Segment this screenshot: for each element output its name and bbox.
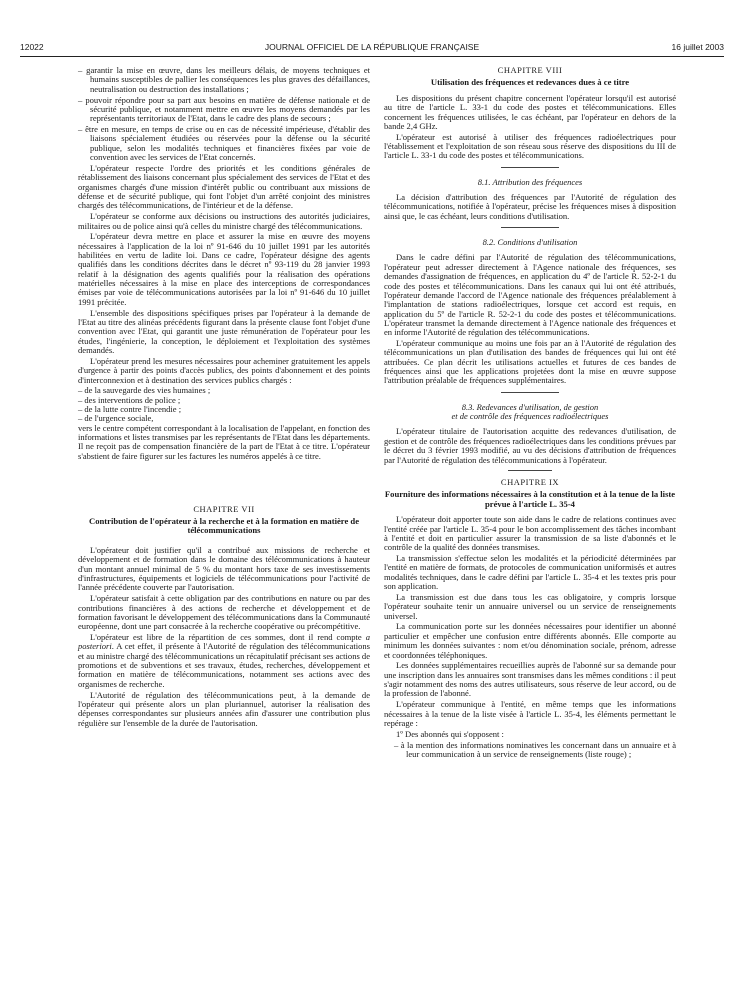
paragraph: 1º Des abonnés qui s'opposent : — [396, 728, 504, 739]
obligation-item: – garantir la mise en œuvre, dans les meilleurs délais, de moyens techniques et humains susceptibles de pallier les conséquences les plus graves des défaillances, neutralisation ou destruction des installations ; — [78, 65, 370, 94]
section-rule — [501, 392, 559, 393]
text-run: . A cet effet, il présente à l'Autorité de régulation des télécommunications et au ministre chargé des télécommunications un récapitulatif précisant ses actions de promotions et de subventions et ses travaux, études, recherches, développement et formation en matière de télécommunications, notamment ses actions avec des organismes de recherche. — [78, 641, 370, 689]
paragraph: Dans le cadre défini par l'Autorité de régulation des télécommunications, l'opérateur peut adresser directement à l'Agence nationale des fréquences, ses demandes d'assignation de fréquences, en application du 4º de l'article R. 52-2-1 du code des postes et télécommunications. Dans les canaux qui lui ont été attribués, l'opérateur demande l'accord de l'Agence nationale des fréquences préalablement à l'implantation de stations radioélectriques, lorsque cet accord est requis, en application du 5º de l'article R. 52-2-1 du code des postes et télécommunications. L'opérateur transmet la demande directement à l'Agence nationale des fréquences et en informe l'Autorité de régulation des télécommunications. — [384, 252, 676, 338]
paragraph: L'opérateur devra mettre en place et assurer la mise en œuvre des moyens nécessaires à l'application de la loi nº 91-646 du 10 juillet 1991 par les autorités habilitées en vertu de ladite loi. Dans ce cadre, l'opérateur désigne des agents qualifiés dans les conditions décrites dans le décret nº 93-119 du 28 janvier 1993 relatif à la désignation des agents qualifiés pour la réalisation des opérations matérielles nécessaires à la mise en place des interceptions de correspondances émises par voie de télécommunications autorisées par la loi nº 91-646 du 10 juillet 1991 précitée. — [78, 231, 370, 307]
obligation-item: – être en mesure, en temps de crise ou en cas de nécessité impérieuse, d'établir des liaisons spécialement étudiées ou réservées pour la défense ou la sécurité publique, selon les modalités techniques et financières fixées par voie de convention avec les services de l'Etat concernés. — [78, 124, 370, 163]
paragraph: L'opérateur est autorisé à utiliser des fréquences radioélectriques pour l'établissement et l'exploitation de son réseau sous réserve des dispositions du III de l'article L. 33-1 du code des postes et télécommunications. — [384, 131, 676, 161]
paragraph: La transmission s'effectue selon les modalités et la périodicité déterminées par l'entité en matière de formats, de protocoles de communication uniformisés et autres modalités techniques, dans le cadre défini par l'article L. 35-4 et les textes pris pour son application. — [384, 553, 676, 592]
paragraph: L'opérateur doit justifier qu'il a contribué aux missions de recherche et développement et de formation dans le domaine des télécommunications à hauteur d'un montant annuel minimal de 5 % du montant hors taxe de ses investissements d'infrastructures, équipements et logiciels de télécommunications pour l'activité de l'année précédente couverte par l'autorisation. — [78, 544, 370, 593]
paragraph: L'opérateur titulaire de l'autorisation acquitte des redevances d'utilisation, de gestion et de contrôle des fréquences radioélectriques dans les conditions prévues par le décret du 3 février 1993 modifié, au vu des décisions d'attribution de fréquences par l'Autorité de régulation des télécommunications à l'opérateur. — [384, 426, 676, 465]
paragraph: L'opérateur satisfait à cette obligation par des contributions en nature ou par des contributions financières à des actions de recherche et développement et de formation favorisant le développement des télécommunications dans la Communauté européenne, dont une part consacrée à la recherche coopérative ou précompétitive. — [78, 593, 370, 632]
paragraph: L'opérateur se conforme aux décisions ou instructions des autorités judiciaires, militaires ou de police ainsi qu'à celles du ministre chargé des télécommunications. — [78, 211, 370, 231]
paragraph: L'opérateur doit apporter toute son aide dans le cadre de relations continues avec l'entité créée par l'article L. 35-4 pour le bon accomplissement des tâches incombant à l'entité et doit en particulier assurer la transmission de sa liste d'abonnés et le contrôle de la qualité des données transmises. — [384, 514, 676, 553]
paragraph: Les données supplémentaires recueillies auprès de l'abonné sur sa demande pour une inscription dans les annuaires sont transmises dans les mêmes conditions : il peut s'agir notamment des noms des autres utilisateurs, sous réserve de leur accord, ou de la profession de l'abonné. — [384, 660, 676, 699]
left-column — [78, 66, 370, 729]
journal-title: JOURNAL OFFICIEL DE LA RÉPUBLIQUE FRANÇAISE — [264, 42, 480, 52]
obligation-item: – pouvoir répondre pour sa part aux besoins en matière de défense nationale et de sécurité publique, et notamment mettre en œuvre les moyens demandés par les représentants territoriaux de l'Etat, dans le cadre des plans de secours ; — [78, 94, 370, 124]
paragraph: L'opérateur communique à l'entité, en même temps que les informations nécessaires à la tenue de la liste visée à l'article L. 35-4, les éléments permettant le repérage : — [384, 699, 676, 728]
paragraph: vers le centre compétent correspondant à la localisation de l'appelant, en fonction des informations et listes transmises par les représentants de l'Etat dans les départements. Il ne reçoit pas de compensation financière de la part de l'Etat à ce titre. L'opérateur s'abstient de faire figurer sur les factures les numéros appelés à ce titre. — [78, 422, 370, 461]
paragraph — [78, 633, 370, 689]
text-run: L'opérateur est libre de la répartition de ces sommes, dont il rend compte — [90, 632, 366, 643]
section-heading: 8.2. Conditions d'utilisation — [482, 237, 578, 248]
section-heading: 8.3. Redevances d'utilisation, de gestion — [461, 401, 599, 412]
list-item: – à la mention des informations nominatives les concernant dans un annuaire et à leur communication à un service de renseignements (liste rouge) ; — [394, 739, 676, 759]
section-rule — [501, 167, 559, 168]
chapter-label: CHAPITRE VII — [193, 503, 255, 514]
chapter-label: CHAPITRE VIII — [497, 65, 563, 75]
chapter-label: CHAPITRE IX — [500, 476, 560, 487]
section-heading: 8.1. Attribution des fréquences — [477, 176, 583, 187]
publication-date: 16 juillet 2003 — [671, 42, 724, 52]
paragraph: La communication porte sur les données nécessaires pour identifier un abonné particulier et empêcher une confusion entre différents abonnés. Elle comporte au minimum les données suivantes : nom et/ou dénomination sociale, prénom, adresse et coordonnées téléphoniques. — [384, 621, 676, 660]
page-header — [20, 40, 724, 57]
paragraph: L'opérateur communique au moins une fois par an à l'Autorité de régulation des télécommunications un plan d'utilisation des bandes de fréquences qui lui ont été attribuées. Ce plan décrit les utilisations actuelles et futures de ces bandes de fréquences ainsi que les applications projetées dont la mise en œuvre suppose l'attribution préalable de fréquences supplémentaires. — [384, 338, 676, 386]
emergency-service-item: – de l'urgence sociale, — [78, 413, 154, 424]
paragraph: L'opérateur respecte l'ordre des priorités et les conditions générales de rétablissement des liaisons concernant plus spécialement des services de l'Etat et des organismes chargés d'une mission d'intérêt public ou contribuant aux missions de défense et de sécurité publique, qui font l'objet d'un arrêté conjoint des ministres chargés des télécommunications, de l'intérieur et de la défense. — [78, 162, 370, 211]
page-number: 12022 — [20, 42, 44, 52]
paragraph: La transmission est due dans tous les cas obligatoire, y compris lorsque l'opérateur souhaite tenir un annuaire universel ou un service de renseignements universel. — [384, 591, 676, 621]
section-rule — [501, 227, 559, 228]
paragraph: L'Autorité de régulation des télécommunications peut, à la demande de l'opérateur qui présente alors un plan pluriannuel, autoriser la réalisation des dépenses correspondantes sur plusieurs années afin d'assurer une contribution plus régulière sur l'ensemble de la durée de l'autorisation. — [78, 689, 370, 728]
emergency-service-item: – de la sauvegarde des vies humaines ; — [78, 385, 211, 396]
paragraph: L'opérateur prend les mesures nécessaires pour acheminer gratuitement les appels d'urgence à partir des points d'accès publics, des points d'abonnement et des points d'interconnexion et à destination des services publics chargés : — [78, 355, 370, 385]
paragraph: Les dispositions du présent chapitre concernent l'opérateur lorsqu'il est autorisé au titre de l'article L. 33-1 du code des postes et télécommunications. Elles concernent les fréquences utilisées, le cas échéant, par l'opérateur en dehors de la bande 2,4 GHz. — [384, 92, 676, 131]
italic-term: a posteriori — [78, 632, 370, 652]
paragraph: La décision d'attribution des fréquences par l'Autorité de régulation des télécommunications, notifiée à l'opérateur, précise les fréquences mises à disposition ainsi que, le cas échéant, leurs conditions d'utilisation. — [384, 192, 676, 221]
section-rule — [508, 470, 552, 471]
emergency-service-item: – des interventions de police ; — [78, 394, 181, 405]
chapter-title: Utilisation des fréquences et redevances dues à ce titre — [430, 77, 630, 88]
right-column — [384, 66, 676, 761]
chapter-title: Contribution de l'opérateur à la recherche et à la formation en matière de télécommunications — [88, 515, 360, 536]
chapter-title: Fourniture des informations nécessaires à la constitution et à la tenue de la liste prévue à l'article L. 35-4 — [384, 489, 676, 509]
section-heading: et de contrôle des fréquences radioélectriques — [451, 411, 609, 422]
paragraph: L'ensemble des dispositions spécifiques prises par l'opérateur à la demande de l'Etat au titre des alinéas précédents figurant dans la présente clause font l'objet d'une convention avec l'Etat, qui garantit une juste rémunération de l'opérateur pour les études, l'ingénierie, la conception, le déploiement et l'exploitation des systèmes demandés. — [78, 307, 370, 355]
emergency-service-item: – de la lutte contre l'incendie ; — [78, 404, 182, 415]
